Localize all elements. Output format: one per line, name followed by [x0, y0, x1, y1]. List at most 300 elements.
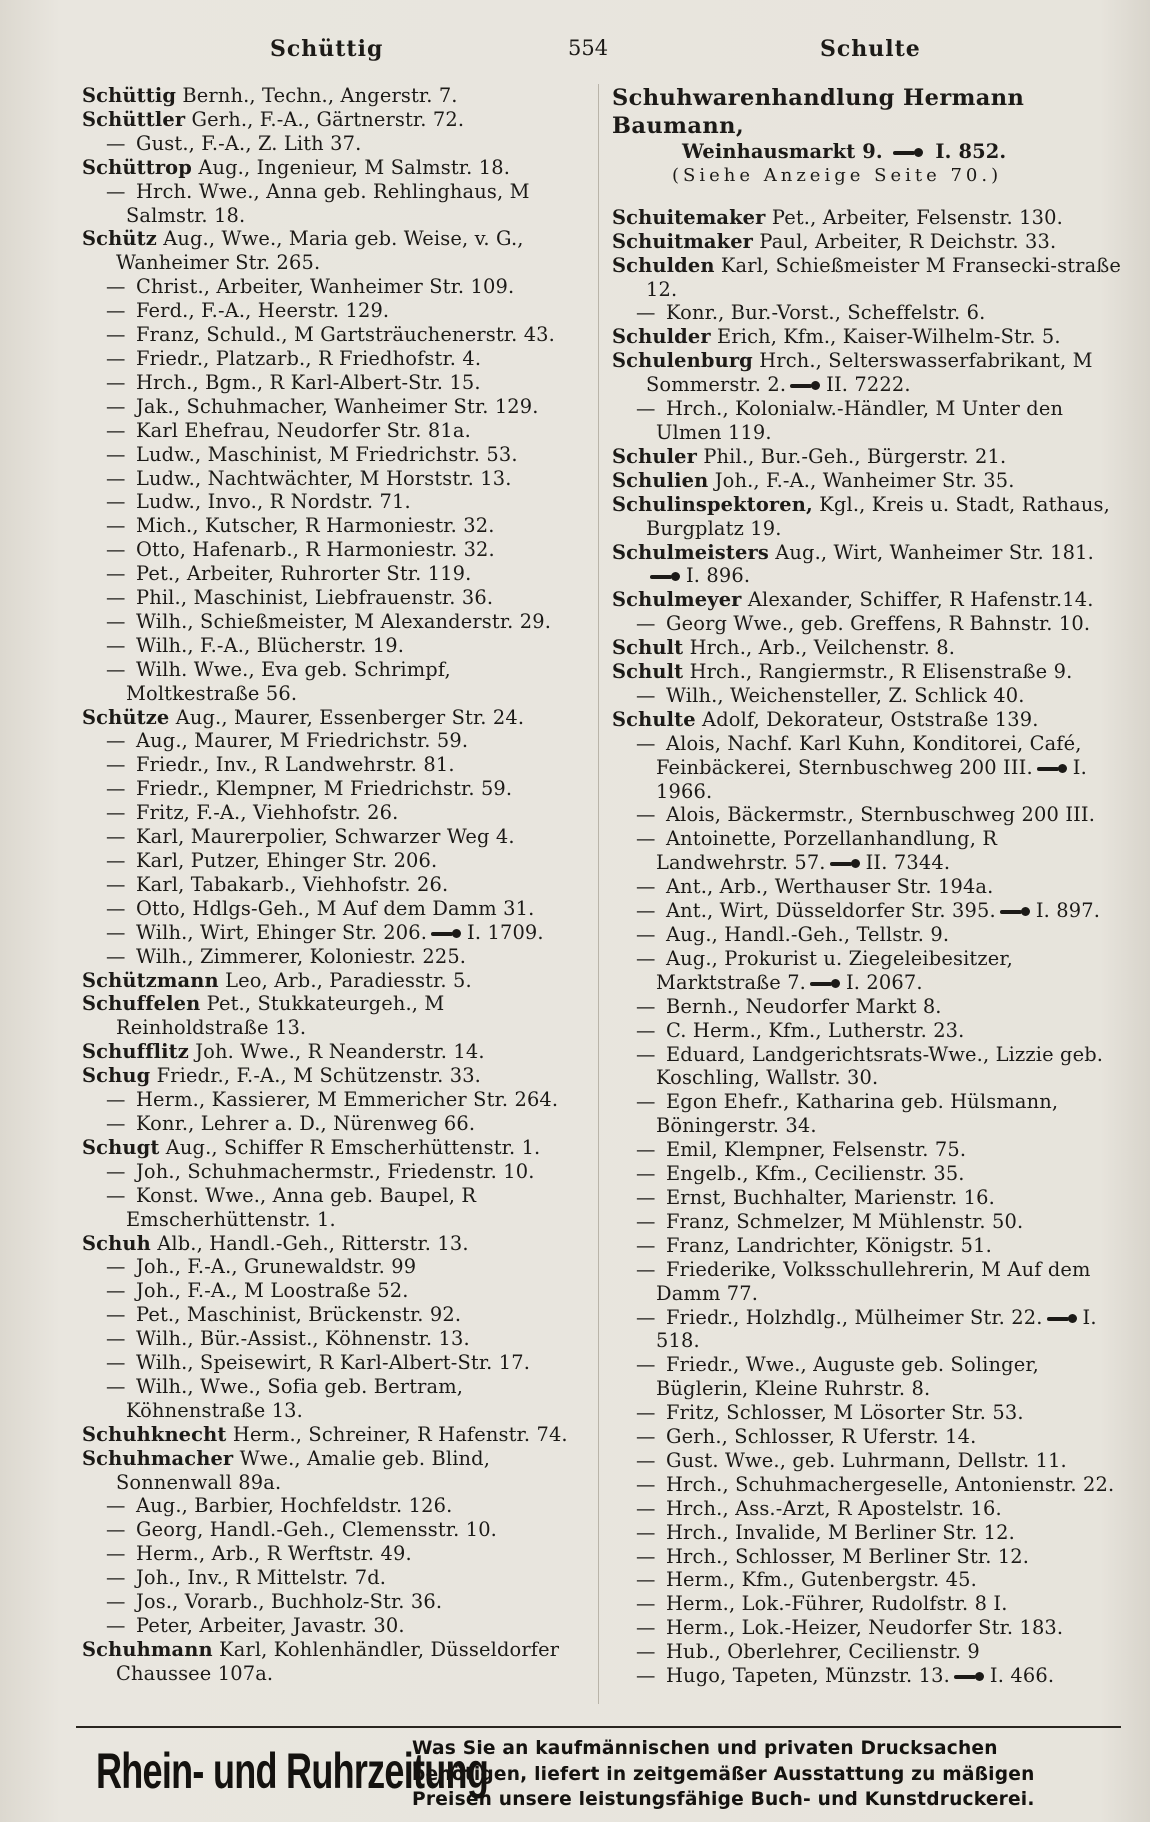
telephone-icon: [1037, 764, 1067, 774]
entry-surname: Schuhmacher: [82, 1446, 234, 1470]
em-dash-mark: —: [636, 301, 656, 325]
directory-sub-entry: [82, 1160, 590, 1184]
entry-surname: Schützmann: [82, 968, 219, 992]
entry-details: Hrch., Kolonialw.-Händler, M Unter den Ulmen 119.: [656, 397, 1064, 444]
entry-details: Alois, Bäckermstr., Sternbuschweg 200 III.: [666, 803, 1096, 827]
ad-note: (Siehe Anzeige Seite 70.): [672, 164, 1003, 186]
em-dash-mark: —: [636, 1257, 656, 1281]
directory-sub-entry: [82, 538, 590, 562]
directory-sub-entry: [612, 397, 1122, 445]
em-dash-mark: —: [636, 1544, 656, 1568]
telephone-icon: [1000, 907, 1030, 917]
telephone-icon: [431, 929, 461, 939]
entry-details: Ernst, Buchhalter, Marienstr. 16.: [666, 1185, 995, 1209]
entry-details: Wilh., Speisewirt, R Karl-Albert-Str. 17.: [136, 1351, 531, 1375]
em-dash-mark: —: [106, 609, 126, 633]
directory-entry: [612, 206, 1122, 230]
directory-sub-entry: [612, 612, 1122, 636]
em-dash-mark: —: [636, 1664, 656, 1688]
entry-details: Friedr., Platzarb., R Friedhofstr. 4.: [136, 346, 482, 370]
entry-details: Friederike, Volksschullehrerin, M Auf dem Damm 77.: [656, 1257, 1091, 1305]
directory-sub-entry: [82, 1518, 590, 1542]
directory-sub-entry: [82, 729, 590, 753]
directory-entry: [82, 84, 590, 108]
entry-surname: Schuhmann: [82, 1637, 213, 1661]
directory-entry: [612, 254, 1122, 302]
entry-details: Aug., Wwe., Maria geb. Weise, v. G., Wanheimer Str. 265.: [116, 227, 524, 275]
directory-entry: [82, 156, 590, 180]
em-dash-mark: —: [636, 1448, 656, 1472]
entry-details: Fritz, Schlosser, M Lösorter Str. 53.: [666, 1401, 1024, 1425]
phone-number: I. 466.: [989, 1664, 1055, 1688]
em-dash-mark: —: [106, 1566, 126, 1590]
directory-sub-entry: [82, 347, 590, 371]
em-dash-mark: —: [106, 825, 126, 849]
entry-surname: Schütze: [82, 705, 170, 729]
directory-sub-entry: [82, 1375, 590, 1423]
directory-sub-entry: [82, 777, 590, 801]
entry-details: Joh., F.-A., Wanheimer Str. 35.: [714, 468, 1015, 492]
em-dash-mark: —: [636, 1568, 656, 1592]
phone-number: I. 2067.: [846, 970, 923, 994]
em-dash-mark: —: [106, 346, 126, 370]
ad-address: Weinhausmarkt 9.: [682, 140, 883, 163]
directory-sub-entry: [612, 1521, 1122, 1545]
em-dash-mark: —: [106, 777, 126, 801]
em-dash-mark: —: [106, 323, 126, 347]
em-dash-mark: —: [636, 946, 656, 970]
entry-details: Jak., Schuhmacher, Wanheimer Str. 129.: [136, 394, 539, 418]
em-dash-mark: —: [636, 1305, 656, 1329]
directory-sub-entry: [612, 301, 1122, 325]
em-dash-mark: —: [636, 1616, 656, 1640]
entry-surname: Schult: [612, 660, 684, 684]
telephone-icon: [954, 1672, 984, 1682]
directory-sub-entry: [82, 180, 590, 228]
entry-details: Alois, Nachf. Karl Kuhn, Konditorei, Café, Feinbäckerei, Sternbuschweg 200 III.: [656, 731, 1082, 779]
directory-sub-entry: [612, 875, 1122, 899]
entry-details: Otto, Hafenarb., R Harmoniestr. 32.: [136, 538, 495, 562]
em-dash-mark: —: [636, 731, 656, 755]
phone-number: I. 896.: [686, 564, 751, 588]
em-dash-mark: —: [106, 299, 126, 323]
em-dash-mark: —: [636, 1353, 656, 1377]
ad-phone: I. 852.: [935, 140, 1007, 163]
entry-surname: Schüttrop: [82, 155, 192, 179]
entry-details: Pet., Stukkateurgeh., M Reinholdstraße 13.: [116, 992, 445, 1040]
em-dash-mark: —: [106, 1159, 126, 1183]
directory-sub-entry: [612, 1043, 1122, 1091]
entry-details: Hrch. Wwe., Anna geb. Rehlinghaus, M Salmstr. 18.: [126, 179, 530, 227]
phone-number: I. 1966.: [656, 755, 1087, 803]
directory-entry: [612, 469, 1122, 493]
em-dash-mark: —: [106, 1088, 126, 1112]
entry-details: Jos., Vorarb., Buchholz-Str. 36.: [136, 1590, 443, 1614]
entry-details: Hrch., Schlosser, M Berliner Str. 12.: [666, 1544, 1030, 1568]
em-dash-mark: —: [106, 275, 126, 299]
em-dash-mark: —: [636, 994, 656, 1018]
directory-sub-entry: [82, 658, 590, 706]
em-dash-mark: —: [106, 849, 126, 872]
entry-details: Wilh., Wirt, Ehinger Str. 206.: [136, 920, 428, 944]
em-dash-mark: —: [636, 1138, 656, 1162]
entry-details: Leo, Arb., Paradiesstr. 5.: [225, 968, 472, 992]
entry-details: Bernh., Neudorfer Markt 8.: [666, 994, 942, 1018]
directory-sub-entry: [82, 467, 590, 491]
ad-text-line: Preisen unsere leistungsfähige Buch- und Kunstdruckerei.: [412, 1789, 1035, 1810]
em-dash-mark: —: [636, 1592, 656, 1616]
entry-details: Emil, Klempner, Felsenstr. 75.: [666, 1138, 967, 1162]
directory-entry: [82, 108, 590, 132]
directory-sub-entry: [612, 923, 1122, 947]
entry-surname: Schufflitz: [82, 1040, 189, 1064]
em-dash-mark: —: [636, 1042, 656, 1066]
entry-details: Gerh., F.-A., Gärtnerstr. 72.: [191, 107, 465, 131]
entry-surname: Schulenburg: [612, 349, 753, 373]
entry-details: Wilh., F.-A., Blücherstr. 19.: [136, 633, 405, 657]
directory-sub-entry: [82, 825, 590, 849]
em-dash-mark: —: [106, 394, 126, 418]
entry-surname: Schulmeisters: [612, 540, 769, 564]
ad-text-line: Was Sie an kaufmännischen und privaten Drucksachen: [412, 1738, 998, 1759]
shoe-store-advertisement: [612, 84, 1122, 188]
entry-details: Herm., Lok.-Führer, Rudolfstr. 8 I.: [666, 1592, 1008, 1616]
entry-details: Hugo, Tapeten, Münzstr. 13.: [666, 1664, 950, 1688]
entry-details: Hrch., Arb., Veilchenstr. 8.: [689, 636, 956, 660]
entry-details: Hub., Oberlehrer, Cecilienstr. 9: [666, 1640, 980, 1664]
entry-surname: Schulinspektoren,: [612, 492, 813, 516]
entry-details: Karl Ehefrau, Neudorfer Str. 81a.: [136, 418, 471, 442]
directory-sub-entry: [82, 921, 590, 945]
em-dash-mark: —: [106, 1351, 126, 1375]
entry-surname: Schüttig: [82, 84, 177, 107]
entry-details: Aug., Prokurist u. Ziegeleibesitzer, Marktstraße 7.: [656, 946, 1013, 994]
directory-entry: [82, 706, 590, 730]
entry-details: C. Herm., Kfm., Lutherstr. 23.: [666, 1018, 965, 1042]
em-dash-mark: —: [106, 131, 126, 155]
directory-sub-entry: [612, 1210, 1122, 1234]
entry-details: Wilh., Weichensteller, Z. Schlick 40.: [666, 683, 1025, 707]
directory-sub-entry: [82, 945, 590, 969]
em-dash-mark: —: [106, 1111, 126, 1135]
em-dash-mark: —: [106, 1279, 126, 1303]
directory-sub-entry: [612, 1306, 1122, 1354]
em-dash-mark: —: [636, 1520, 656, 1544]
directory-sub-entry: [82, 897, 590, 921]
entry-details: Aug., Schiffer R Emscherhüttenstr. 1.: [165, 1135, 541, 1159]
directory-sub-entry: [82, 873, 590, 897]
em-dash-mark: —: [106, 1614, 126, 1637]
entry-details: Wilh., Zimmerer, Koloniestr. 225.: [136, 944, 467, 968]
directory-sub-entry: [612, 1592, 1122, 1616]
directory-sub-entry: [82, 1542, 590, 1566]
directory-entry: [612, 493, 1122, 541]
entry-details: Gerh., Schlosser, R Uferstr. 14.: [666, 1425, 977, 1449]
page-number: 554: [568, 36, 609, 60]
ad-text-line: benötigen, liefert in zeitgemäßer Ausstattung zu mäßigen: [412, 1763, 1035, 1785]
entry-details: Hrch., Bgm., R Karl-Albert-Str. 15.: [136, 370, 481, 394]
telephone-icon: [830, 859, 860, 869]
em-dash-mark: —: [636, 1162, 656, 1186]
entry-details: Aug., Handl.-Geh., Tellstr. 9.: [666, 923, 950, 946]
directory-sub-entry: [612, 1616, 1122, 1640]
entry-details: Joh., F.-A., Grunewaldstr. 99: [136, 1255, 417, 1279]
entry-details: Peter, Arbeiter, Javastr. 30.: [136, 1614, 405, 1637]
directory-sub-entry: [612, 1019, 1122, 1043]
entry-surname: Schuler: [612, 444, 697, 468]
directory-sub-entry: [82, 1279, 590, 1303]
entry-details: Bernh., Techn., Angerstr. 7.: [182, 84, 458, 107]
telephone-icon: [893, 148, 923, 158]
directory-entry: [82, 1232, 590, 1256]
em-dash-mark: —: [636, 397, 656, 421]
directory-sub-entry: [82, 1566, 590, 1590]
directory-sub-entry: [612, 1497, 1122, 1521]
em-dash-mark: —: [636, 875, 656, 899]
em-dash-mark: —: [636, 1090, 656, 1114]
entry-details: Aug., Ingenieur, M Salmstr. 18.: [198, 155, 511, 179]
directory-sub-entry: [612, 1545, 1122, 1569]
entry-details: Aug., Maurer, Essenberger Str. 24.: [175, 705, 525, 729]
em-dash-mark: —: [106, 562, 126, 586]
phone-number: I. 518.: [656, 1305, 1097, 1353]
directory-sub-entry: [612, 1138, 1122, 1162]
directory-sub-entry: [612, 1353, 1122, 1401]
directory-sub-entry: [82, 1303, 590, 1327]
directory-sub-entry: [82, 1494, 590, 1518]
em-dash-mark: —: [636, 1425, 656, 1449]
directory-sub-entry: [612, 995, 1122, 1019]
entry-details: Friedr., Inv., R Landwehrstr. 81.: [136, 753, 455, 777]
directory-sub-entry: [82, 634, 590, 658]
em-dash-mark: —: [106, 1494, 126, 1518]
directory-entry: [82, 227, 590, 275]
entry-surname: Schuh: [82, 1231, 151, 1255]
telephone-icon: [1047, 1314, 1077, 1324]
directory-sub-entry: [612, 1090, 1122, 1138]
directory-entry: [612, 445, 1122, 469]
entry-details: Paul, Arbeiter, R Deichstr. 33.: [759, 229, 1057, 253]
directory-sub-entry: [82, 1112, 590, 1136]
em-dash-mark: —: [106, 1590, 126, 1614]
entry-details: Ludw., Maschinist, M Friedrichstr. 53.: [136, 442, 518, 466]
directory-sub-entry: [82, 419, 590, 443]
directory-sub-entry: [612, 827, 1122, 875]
entry-details: Franz, Landrichter, Königstr. 51.: [666, 1233, 992, 1257]
directory-entry: [82, 969, 590, 993]
ad-title: Schuhwarenhandlung Hermann Baumann,: [612, 85, 1025, 139]
entry-details: Karl, Schießmeister M Fransecki-straße 12.: [646, 253, 1122, 301]
directory-sub-entry: [82, 1255, 590, 1279]
entry-details: Herm., Arb., R Werftstr. 49.: [136, 1542, 412, 1566]
em-dash-mark: —: [636, 1496, 656, 1520]
directory-sub-entry: [612, 684, 1122, 708]
directory-sub-entry: [82, 514, 590, 538]
entry-details: Christ., Arbeiter, Wanheimer Str. 109.: [136, 275, 515, 299]
entry-details: Fritz, F.-A., Viehhofstr. 26.: [136, 801, 399, 825]
em-dash-mark: —: [106, 1327, 126, 1351]
em-dash-mark: —: [106, 466, 126, 490]
entry-surname: Schugt: [82, 1135, 160, 1159]
em-dash-mark: —: [106, 1183, 126, 1207]
directory-sub-entry: [82, 299, 590, 323]
em-dash-mark: —: [636, 683, 656, 707]
entry-details: Friedr., Holzhdlg., Mülheimer Str. 22.: [666, 1305, 1043, 1329]
entry-surname: Schuffelen: [82, 992, 201, 1016]
entry-details: Wwe., Amalie geb. Blind, Sonnenwall 89a.: [116, 1446, 491, 1494]
entry-surname: Schüttler: [82, 107, 186, 131]
directory-sub-entry: [612, 1425, 1122, 1449]
em-dash-mark: —: [106, 586, 126, 610]
entry-details: Ant., Arb., Werthauser Str. 194a.: [666, 875, 994, 899]
entry-surname: Schult: [612, 636, 684, 660]
em-dash-mark: —: [636, 1209, 656, 1233]
em-dash-mark: —: [106, 896, 126, 920]
entry-details: Karl, Maurerpolier, Schwarzer Weg 4.: [136, 825, 515, 849]
em-dash-mark: —: [106, 538, 126, 562]
entry-details: Konst. Wwe., Anna geb. Baupel, R Emscherhüttenstr. 1.: [126, 1183, 477, 1231]
entry-details: Franz, Schmelzer, M Mühlenstr. 50.: [666, 1209, 1024, 1233]
directory-sub-entry: [612, 1568, 1122, 1592]
entry-details: Friedr., F.-A., M Schützenstr. 33.: [156, 1064, 481, 1088]
entry-details: Friedr., Wwe., Auguste geb. Solinger, Büglerin, Kleine Ruhrstr. 8.: [656, 1353, 1039, 1401]
em-dash-mark: —: [636, 1018, 656, 1042]
directory-sub-entry: [612, 1449, 1122, 1473]
entry-details: Ferd., F.-A., Heerstr. 129.: [136, 299, 390, 323]
em-dash-mark: —: [106, 442, 126, 466]
directory-sub-entry: [82, 801, 590, 825]
em-dash-mark: —: [636, 612, 656, 636]
directory-sub-entry: [82, 1184, 590, 1232]
entry-details: Eduard, Landgerichtsrats-Wwe., Lizzie geb. Koschling, Wallstr. 30.: [656, 1042, 1104, 1090]
directory-entry: [82, 1638, 590, 1686]
entry-details: Alb., Handl.-Geh., Ritterstr. 13.: [157, 1231, 469, 1255]
entry-details: Hrch., Schuhmachergeselle, Antonienstr. 22.: [666, 1472, 1115, 1496]
entry-details: Georg Wwe., geb. Greffens, R Bahnstr. 10.: [666, 612, 1091, 636]
left-column: [82, 84, 590, 1686]
em-dash-mark: —: [106, 490, 126, 514]
directory-sub-entry: [82, 371, 590, 395]
entry-details: Ludw., Invo., R Nordstr. 71.: [136, 490, 411, 514]
entry-details: Herm., Kassierer, M Emmericher Str. 264.: [136, 1088, 559, 1112]
entry-details: Engelb., Kfm., Cecilienstr. 35.: [666, 1162, 965, 1186]
directory-entry: [612, 230, 1122, 254]
em-dash-mark: —: [106, 1303, 126, 1327]
entry-details: Wilh., Schießmeister, M Alexanderstr. 29.: [136, 609, 552, 633]
header-left-word: Schüttig: [270, 36, 384, 62]
entry-details: Hrch., Rangiermstr., R Elisenstraße 9.: [689, 660, 1073, 684]
em-dash-mark: —: [636, 899, 656, 923]
entry-surname: Schulmeyer: [612, 588, 742, 612]
entry-details: Gust. Wwe., geb. Luhrmann, Dellstr. 11.: [666, 1448, 1067, 1472]
directory-entry: [612, 325, 1122, 349]
entry-details: Wilh., Bür.-Assist., Köhnenstr. 13.: [136, 1327, 470, 1351]
entry-details: Karl, Kohlenhändler, Düsseldorfer Chaussee 107a.: [116, 1637, 560, 1685]
right-entries: [612, 206, 1122, 1688]
entry-details: Herm., Schreiner, R Hafenstr. 74.: [232, 1422, 568, 1446]
directory-sub-entry: [82, 1614, 590, 1638]
entry-details: Otto, Hdlgs-Geh., M Auf dem Damm 31.: [136, 896, 535, 920]
entry-details: Joh., Inv., R Mittelstr. 7d.: [136, 1566, 387, 1590]
directory-sub-entry: [612, 1186, 1122, 1210]
entry-details: Pet., Arbeiter, Felsenstr. 130.: [771, 205, 1063, 229]
entry-details: Herm., Kfm., Gutenbergstr. 45.: [666, 1568, 977, 1592]
entry-details: Phil., Maschinist, Liebfrauenstr. 36.: [136, 586, 494, 610]
entry-details: Alexander, Schiffer, R Hafenstr.14.: [747, 588, 1094, 612]
directory-sub-entry: [82, 1088, 590, 1112]
directory-sub-entry: [612, 1640, 1122, 1664]
entry-details: Hrch., Ass.-Arzt, R Apostelstr. 16.: [666, 1496, 1002, 1520]
em-dash-mark: —: [636, 1640, 656, 1664]
directory-entry: [82, 1423, 590, 1447]
entry-details: Aug., Barbier, Hochfeldstr. 126.: [136, 1494, 453, 1518]
entry-surname: Schuitemaker: [612, 205, 766, 229]
footer-advertisement: [76, 1736, 1121, 1816]
directory-entry: [612, 660, 1122, 684]
em-dash-mark: —: [106, 418, 126, 442]
em-dash-mark: —: [106, 920, 126, 944]
entry-surname: Schulder: [612, 325, 711, 349]
em-dash-mark: —: [106, 633, 126, 657]
entry-details: Herm., Lok.-Heizer, Neudorfer Str. 183.: [666, 1616, 1064, 1640]
entry-surname: Schulden: [612, 253, 715, 277]
footer-rule: [76, 1726, 1121, 1728]
entry-details: Aug., Wirt, Wanheimer Str. 181.: [775, 540, 1094, 564]
directory-sub-entry: [612, 899, 1122, 923]
em-dash-mark: —: [636, 1472, 656, 1496]
entry-surname: Schulien: [612, 468, 709, 492]
entry-details: Mich., Kutscher, R Harmoniestr. 32.: [136, 514, 495, 538]
entry-details: Wilh. Wwe., Eva geb. Schrimpf, Moltkestraße 56.: [126, 657, 451, 705]
directory-entry: [82, 1447, 590, 1495]
print-shop-ad-text: [412, 1736, 1124, 1813]
em-dash-mark: —: [106, 1518, 126, 1542]
right-column: [612, 84, 1122, 1688]
column-divider: [598, 84, 599, 1704]
entry-details: Antoinette, Porzellanhandlung, R Landwehrstr. 57.: [656, 827, 998, 875]
directory-sub-entry: [82, 275, 590, 299]
entry-surname: Schuhknecht: [82, 1422, 227, 1446]
directory-sub-entry: [82, 132, 590, 156]
entry-surname: Schug: [82, 1064, 151, 1088]
entry-details: Joh., F.-A., M Loostraße 52.: [136, 1279, 409, 1303]
directory-sub-entry: [612, 947, 1122, 995]
entry-details: Karl, Tabakarb., Viehhofstr. 26.: [136, 872, 449, 896]
em-dash-mark: —: [106, 514, 126, 538]
directory-sub-entry: [82, 1590, 590, 1614]
directory-sub-entry: [82, 610, 590, 634]
em-dash-mark: —: [106, 370, 126, 394]
directory-entry: [82, 1064, 590, 1088]
directory-entry: [612, 541, 1122, 589]
em-dash-mark: —: [636, 827, 656, 851]
directory-sub-entry: [82, 443, 590, 467]
directory-entry: [612, 349, 1122, 397]
phone-number: I. 1709.: [467, 920, 544, 944]
em-dash-mark: —: [106, 1374, 126, 1398]
entry-details: Wilh., Wwe., Sofia geb. Bertram, Köhnenstraße 13.: [126, 1374, 464, 1422]
em-dash-mark: —: [636, 923, 656, 946]
newspaper-name: Rhein- und Ruhrzeitung: [96, 1743, 489, 1799]
directory-sub-entry: [82, 562, 590, 586]
em-dash-mark: —: [636, 1233, 656, 1257]
directory-sub-entry: [612, 1162, 1122, 1186]
entry-details: Pet., Arbeiter, Ruhrorter Str. 119.: [136, 562, 472, 586]
entry-details: Hrch., Invalide, M Berliner Str. 12.: [666, 1520, 1015, 1544]
entry-details: Karl, Putzer, Ehinger Str. 206.: [136, 849, 438, 872]
directory-sub-entry: [82, 1327, 590, 1351]
directory-sub-entry: [612, 1258, 1122, 1306]
